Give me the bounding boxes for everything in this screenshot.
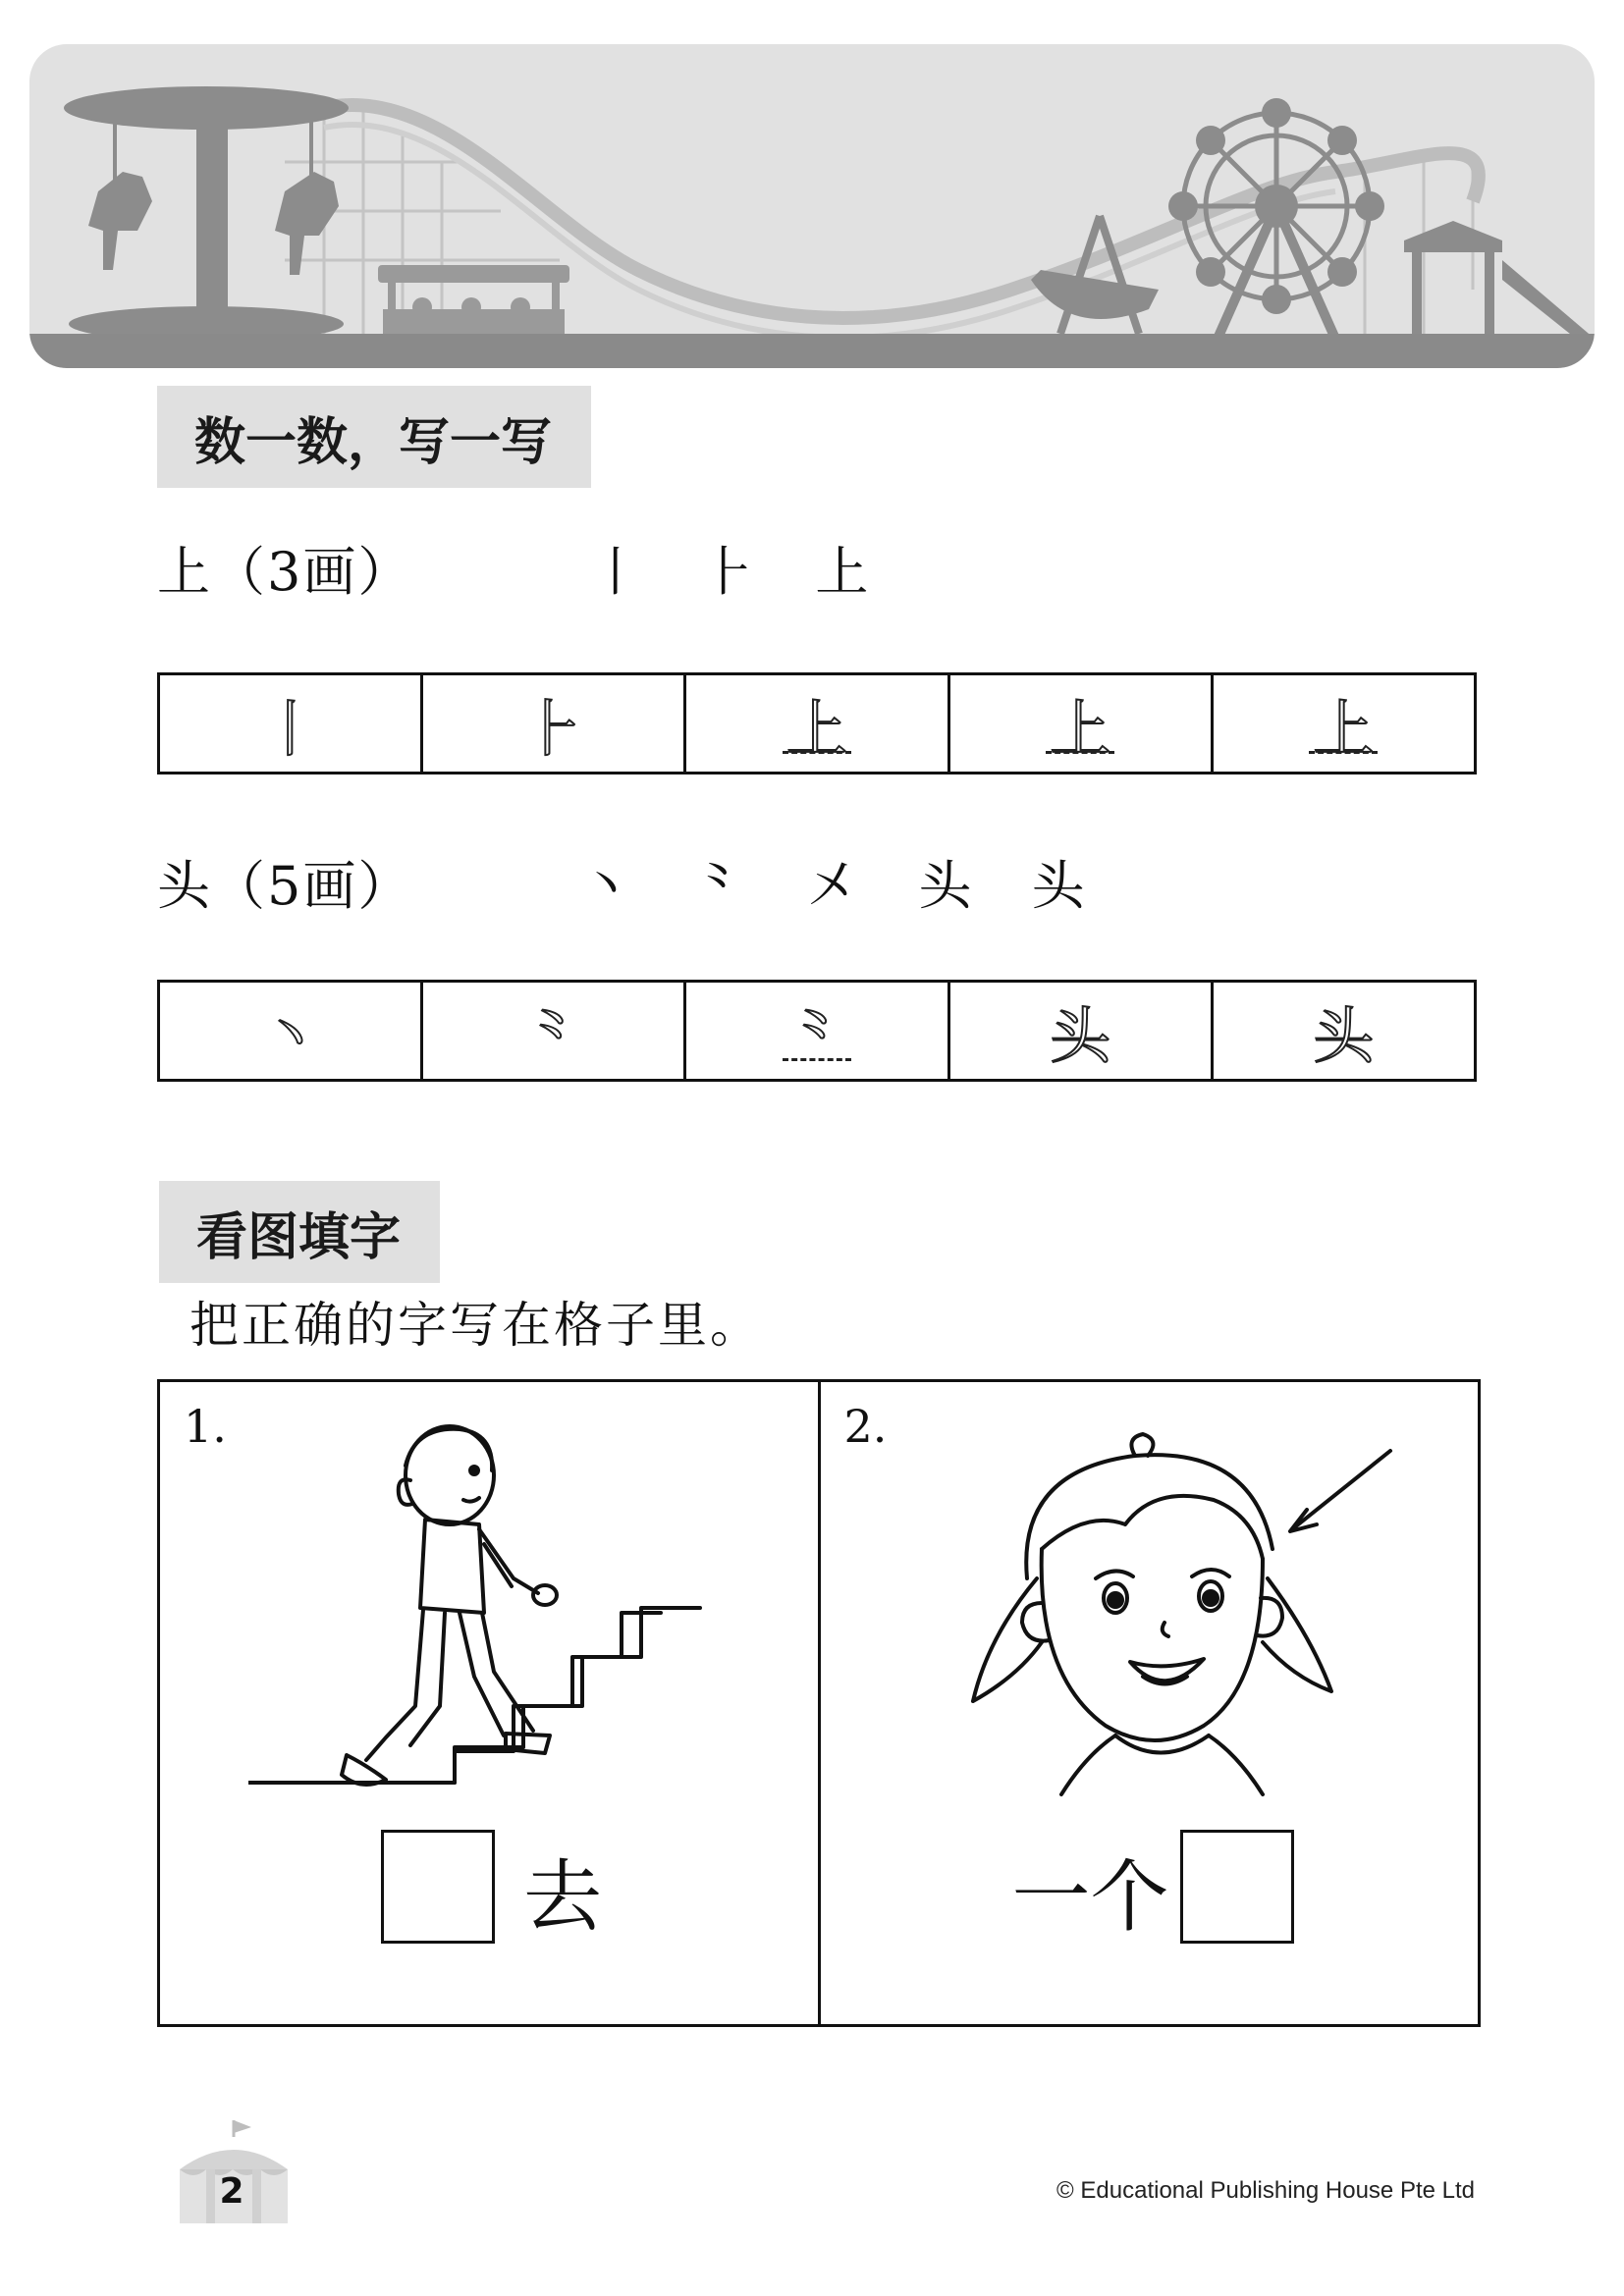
char2-stroke-title: 头（5画） [157, 855, 413, 917]
instruction-text: 把正确的字写在格子里。 [189, 1297, 762, 1354]
trace-glyph: 头 [1313, 999, 1375, 1072]
copyright-text: © Educational Publishing House Pte Ltd [1056, 2177, 1475, 2204]
dashed-stroke [783, 1058, 851, 1061]
amusement-park-illustration [29, 44, 1595, 368]
exercise-panel-2 [821, 1382, 1479, 2024]
dashed-stroke [1046, 751, 1114, 754]
tracing-cell[interactable] [1214, 983, 1474, 1079]
girl-head-with-arrow-illustration [968, 1431, 1410, 1804]
tracing-cell[interactable] [686, 675, 949, 772]
char1-tracing-row [157, 672, 1477, 774]
tracing-cell[interactable] [423, 675, 686, 772]
amusement-park-banner [29, 44, 1595, 368]
exercise-panel-1 [160, 1382, 821, 2024]
answer-box[interactable] [381, 1830, 495, 1944]
trace-glyph: 上 [1313, 692, 1375, 765]
section-label-look-and-fill: 看图填字 [159, 1181, 440, 1283]
item-number: 2. [843, 1400, 888, 1453]
answer-word: 去 [523, 1851, 602, 1943]
dashed-stroke [1309, 751, 1378, 754]
trace-glyph: 上 [786, 692, 848, 765]
trace-glyph: 丨 [259, 692, 321, 765]
tracing-cell[interactable] [1214, 675, 1474, 772]
tracing-cell[interactable] [160, 983, 423, 1079]
tracing-cell[interactable] [160, 675, 423, 772]
char1-stroke-title: 上（3画） [157, 541, 413, 603]
trace-glyph: 丶 [259, 999, 321, 1072]
trace-glyph: ⺀ [522, 999, 584, 1072]
boy-walking-upstairs-illustration [248, 1421, 759, 1814]
char2-tracing-row [157, 980, 1477, 1082]
char1-stroke-sequence: 丨 ⺊ 上 [589, 541, 891, 603]
tracing-cell[interactable] [423, 983, 686, 1079]
page-number: 2 [219, 2171, 244, 2212]
tracing-cell[interactable] [950, 983, 1214, 1079]
trace-glyph: ⺊ [522, 692, 584, 765]
picture-exercise-box [157, 1379, 1481, 2027]
tracing-cell[interactable] [686, 983, 949, 1079]
trace-glyph: ⺀ [786, 999, 848, 1072]
answer-box[interactable] [1180, 1830, 1294, 1944]
trace-glyph: 头 [1050, 999, 1111, 1072]
char2-stroke-sequence: 丶 ⺀ 㐅 头 头 [579, 855, 1107, 917]
answer-word: 一个 [1011, 1851, 1169, 1943]
trace-glyph: 上 [1050, 692, 1111, 765]
item-number: 1. [184, 1400, 227, 1453]
section-label-count-and-write: 数一数，写一写 [157, 386, 591, 488]
tracing-cell[interactable] [950, 675, 1214, 772]
dashed-stroke [783, 751, 851, 754]
